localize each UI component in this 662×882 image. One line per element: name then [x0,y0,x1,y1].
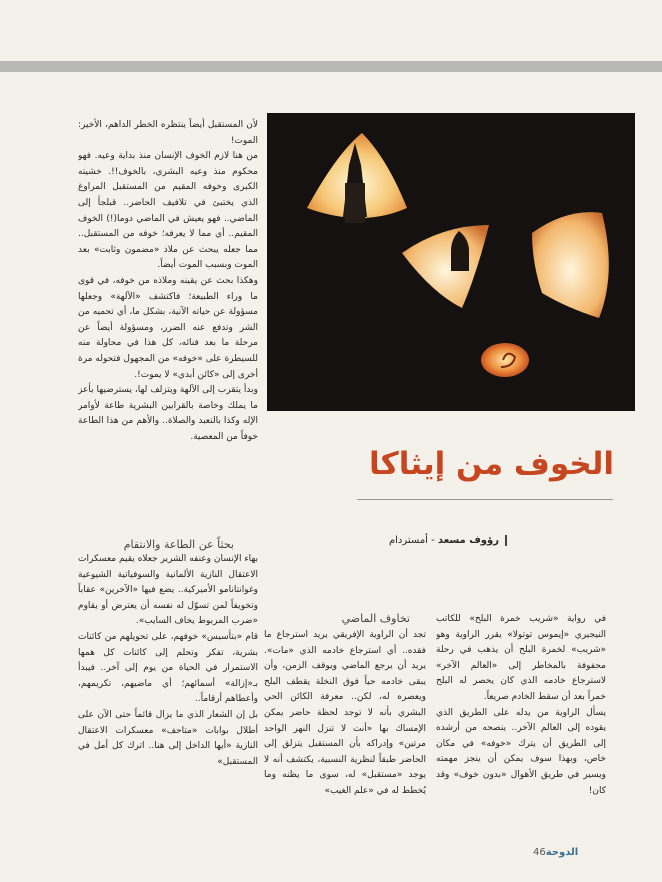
author-name: رؤوف مسعد [437,535,499,546]
author-location: أمستردام [388,535,428,546]
column-right [436,612,606,854]
column-left-top [78,118,258,520]
top-band [0,61,662,72]
paragraph: وبدأ يتقرب إلى الآلهة ويتزلف لها، يسترضيها بأعز ما يملك وخاصة بالقرابين البشرية طاعة لأوامر الإله وكذا بالتعبد والصلاة.. والأهم من هذا الطاعة خوفاً من المعصية. [78,385,258,442]
lantern-window-bottom [481,343,529,377]
paragraph: يسأل الراوية من يدله على الطريق الذي يقوده إلى العالم الآخر.. ينصحه من أرشده إلى الطريق أن يترك «خوفه» في مكان خاص، وبهذا سوف يمكن أن ينجز مهمته ويسير في طريق الأهوال «بدون خوف» وقد كان! [436,707,606,796]
paragraph: في رواية «شريب خمرة البلح» للكاتب النيجيري «إيموس توتولا» يقرر الراوية وهو «شريب» لخمرة البلح أن يذهب في رحلة محفوفة بالمخاطر إلى «العالم الآخر» لاسترجاع خادمه الذي كان يحصر له البلح خمراً بعد أن سقط الخادم صريعاً. [436,614,606,702]
article-title: الخوف من إيثاكا [369,446,614,482]
paragraph: تجد أن الراوية الإفريقي يريد استرجاع ما فقده.. أي استرجاع خادمه الذي «مات». يريد أن يرجع الماضي ويوقف الزمن، وأن يبقى خادمه حياً فوق النخلة يقطف البلح ويعصره له، لكن.. معرفة الكائن الحي البشري بأنه لا توجد لحظة حاضر يمكن الإمساك بها «أنت لا تنزل النهر الواحد مرتين» وإدراكه بأن المستقبل يتزلق إلى الحاضر طبقاً لنظرية النسبية، يكتشف أنه لا يوجد «مستقبل» له، سوى ما يظنه وما يُخطط له في «علم الغيب» [264,630,426,796]
magazine-name: الدوحة [545,847,579,858]
paragraph: بل إن الشعار الذي ما يزال قائماً حتى الآن على أطلال بوابات «متاحف» معسكرات الاعتقال النازية «أيها الداخل إلى هنا.. اترك كل أمل في المستقبل» [78,709,258,767]
subheading-past-fear: تخاوف الماضي [341,612,410,625]
paragraph: بهاء الإنسان وعنفه الشرير جعلاه يقيم معسكرات الاعتقال النازية الألمانية والسوفياتية الشيوعية وغوانتانامو الأميركية.. يضع فيها «الآخرين» عقاباً وتخويفاً لمن تسوّل له نفسه أن يعترض أو يقاوم «ضرب المربوط يخاف السايب». [78,554,258,627]
column-middle [264,628,426,854]
lantern-photo [267,113,635,411]
title-underline [357,499,613,500]
lantern-illustration [267,113,635,411]
author-byline: رؤوف مسعد - أمستردام [389,535,507,546]
subheading-resistance: بحثاً عن الطاعة والانتقام [123,538,234,551]
column-left-bottom [78,552,258,850]
page-footer [533,847,584,858]
page-number: 46 [533,847,546,858]
paragraph: قام «بتأسيس» خوفهم، على تحويلهم من كائنات بشرية، تفكر وتحلم إلى كائنات كل همها الاستمرار في الحياة من يوم إلى آخر.. فيبدأ بـ«إزالة» أسمائهم؛ أي ماضيهم، تكريمهم، وأعطاهم أرقاماً.. [78,631,258,705]
paragraph: من هنا لازم الخوف الإنسان منذ بداية وعيه. فهو محكوم منذ وعيه البشري، بالخوف!!. خشيته الكبرى وخوفه المقيم من المستقبل المراوغ الذي يختبئ في تلافيف الحاضر.. قبلجأ إلى الماضي.. فهو يعيش في الماضي دوما(!) الخوف المقيم.. أي مما لا يعرفه؛ خوفه من المستقبل.. مما جعله يبحث عن ملاذ «مضمون وثابت» بعد الموت وبسبب الموت أيضاً. [78,151,258,271]
paragraph: لأن المستقبل أيضاً ينتظره الخطر الداهم، الأخير: الموت! [78,120,258,146]
paragraph: وهكذا بحث عن يقينه وملاذه من خوفه، في قوى ما وراء الطبيعة؛ فاكتشف «الآلهة» وجعلها مسؤولة عن حياته الآنية، بشكل ما، أي تحميه من الشر وتدفع عنه الضرر، ومسؤولة أيضاً عن مرحلة ما بعد فنائه، كل هذا في محاولة منه للسيطرة على «خوفه» من المجهول فتحوله مرة أخرى إلى «كائن أبدي» لا يموت!. [78,275,258,380]
